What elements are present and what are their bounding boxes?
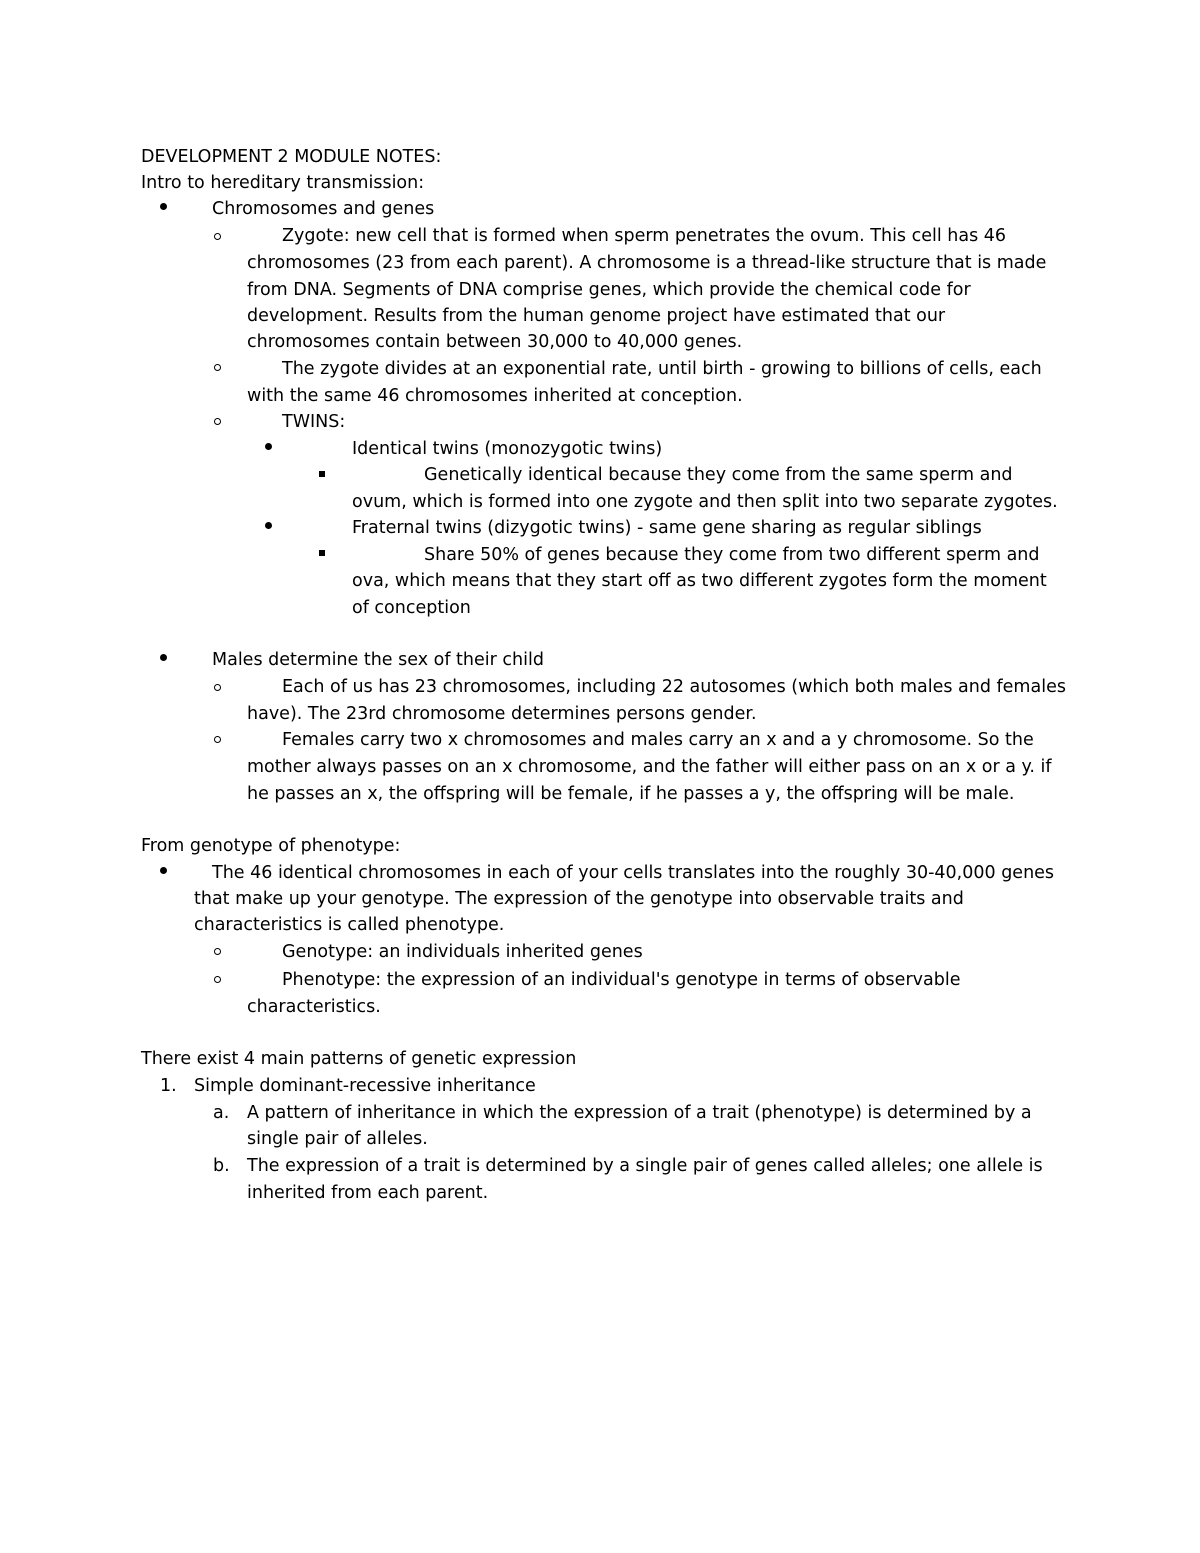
bullet-icon: [265, 443, 272, 450]
list-letter-marker: b.: [213, 1156, 230, 1176]
sub-item-sex-chromosomes: Females carry two x chromosomes and males carry an x and a y chromosome. So the: [282, 730, 1034, 750]
bullet-icon: [160, 203, 167, 210]
sub-item-zygote-cont: from DNA. Segments of DNA comprise genes, which provide the chemical code for: [247, 280, 971, 300]
list-letter-marker: a.: [213, 1103, 230, 1123]
bullet-icon: [160, 654, 167, 661]
bullet-item-genotype-cont: that make up your genotype. The expression of the genotype into observable traits and: [194, 889, 964, 909]
twins-identical-detail-cont: ovum, which is formed into one zygote and then split into two separate zygotes.: [352, 492, 1058, 512]
twins-identical-detail: Genetically identical because they come from the same sperm and: [424, 465, 1013, 485]
sub-item-sex-chromosomes-cont: he passes an x, the offspring will be female, if he passes a y, the offspring will be male.: [247, 784, 1015, 804]
lettered-item-b-cont: inherited from each parent.: [247, 1183, 489, 1203]
sub-item-zygote-divides-cont: with the same 46 chromosomes inherited at conception.: [247, 386, 743, 406]
lettered-item-b: The expression of a trait is determined by a single pair of genes called alleles; one allele is: [247, 1156, 1043, 1176]
bullet-item-males: Males determine the sex of their child: [212, 650, 544, 670]
bullet-item-genotype-cont: characteristics is called phenotype.: [194, 915, 505, 935]
lettered-item-a-cont: single pair of alleles.: [247, 1129, 428, 1149]
section-heading-genotype: From genotype of phenotype:: [141, 836, 401, 856]
twins-identical: Identical twins (monozygotic twins): [352, 439, 663, 459]
twins-fraternal-detail: Share 50% of genes because they come from two different sperm and: [424, 545, 1040, 565]
circle-bullet-icon: [214, 736, 221, 743]
circle-bullet-icon: [214, 976, 221, 983]
circle-bullet-icon: [214, 684, 221, 691]
circle-bullet-icon: [214, 948, 221, 955]
lettered-item-a: A pattern of inheritance in which the expression of a trait (phenotype) is determined by a: [247, 1103, 1032, 1123]
sub-item-twins: TWINS:: [282, 412, 346, 432]
circle-bullet-icon: [214, 418, 221, 425]
sub-item-zygote-cont: chromosomes contain between 30,000 to 40,000 genes.: [247, 332, 743, 352]
square-bullet-icon: [319, 550, 325, 556]
sub-item-phenotype-def-cont: characteristics.: [247, 997, 381, 1017]
bullet-icon: [160, 867, 167, 874]
numbered-item-dominant-recessive: Simple dominant-recessive inheritance: [194, 1076, 536, 1096]
section-heading-hereditary: Intro to hereditary transmission:: [141, 173, 425, 193]
circle-bullet-icon: [214, 233, 221, 240]
bullet-item-genotype: The 46 identical chromosomes in each of your cells translates into the roughly 30-40,000 genes: [212, 863, 1055, 883]
page-title: DEVELOPMENT 2 MODULE NOTES:: [141, 147, 442, 167]
sub-item-zygote: Zygote: new cell that is formed when sperm penetrates the ovum. This cell has 46: [282, 226, 1007, 246]
bullet-item-chromosomes: Chromosomes and genes: [212, 199, 435, 219]
sub-item-zygote-cont: chromosomes (23 from each parent). A chromosome is a thread-like structure that is made: [247, 253, 1047, 273]
square-bullet-icon: [319, 471, 325, 477]
sub-item-zygote-cont: development. Results from the human genome project have estimated that our: [247, 306, 946, 326]
sub-item-autosomes-cont: have). The 23rd chromosome determines persons gender.: [247, 704, 757, 724]
circle-bullet-icon: [214, 364, 221, 371]
twins-fraternal-detail-cont: ova, which means that they start off as two different zygotes form the moment: [352, 571, 1047, 591]
sub-item-autosomes: Each of us has 23 chromosomes, including 22 autosomes (which both males and females: [282, 677, 1066, 697]
twins-fraternal: Fraternal twins (dizygotic twins) - same gene sharing as regular siblings: [352, 518, 982, 538]
sub-item-genotype-def: Genotype: an individuals inherited genes: [282, 942, 643, 962]
sub-item-zygote-divides: The zygote divides at an exponential rate, until birth - growing to billions of cells, each: [282, 359, 1042, 379]
list-number-marker: 1.: [160, 1076, 177, 1096]
sub-item-sex-chromosomes-cont: mother always passes on an x chromosome, and the father will either pass on an x or a y. if: [247, 757, 1052, 777]
sub-item-phenotype-def: Phenotype: the expression of an individual's genotype in terms of observable: [282, 970, 961, 990]
section-heading-patterns: There exist 4 main patterns of genetic expression: [141, 1049, 577, 1069]
twins-fraternal-detail-cont: of conception: [352, 598, 471, 618]
bullet-icon: [265, 522, 272, 529]
